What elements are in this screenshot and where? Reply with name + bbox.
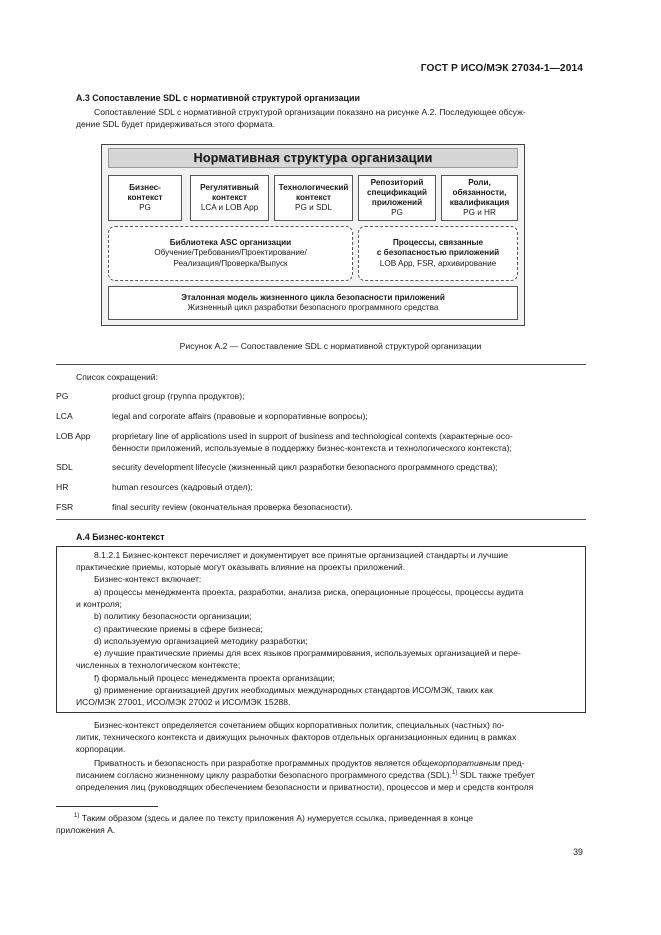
abbr-value-fsr: final security review (окончательная проверка безопасности). <box>112 502 353 512</box>
quote-item-g-line1: g) применение организацией других необходимых международных стандартов ИСО/МЭК, таких как <box>94 685 493 695</box>
figure-a2 <box>101 144 525 326</box>
model-title: Эталонная модель жизненного цикла безопасности приложений <box>181 292 445 302</box>
quote-item-a-line1: a) процессы менеджмента проекта, разработки, анализа риска, операционные процессы, процессы аудита <box>94 587 524 597</box>
a4-p2-text: Приватность и безопасность при разработке программных продуктов является <box>94 758 413 768</box>
quote-item-e-line1: e) лучшие практические приемы для всех языков программирования, используемых организацией и пере- <box>94 648 521 658</box>
quote-p1-line1: 8.1.2.1 Бизнес-контекст перечисляет и документирует все принятые организацией стандарты и лучшие <box>94 550 508 560</box>
box-title: Роли, <box>468 177 491 187</box>
a4-p2-text: SDL также требует <box>457 770 535 780</box>
abbr-key-lob-app: LOB App <box>56 431 91 441</box>
box-title: спецификаций <box>366 187 428 197</box>
quote-item-d: d) используемую организацией методику разработки; <box>94 636 308 646</box>
library-line2: Реализация/Проверка/Выпуск <box>173 258 288 268</box>
box-asc-library <box>108 226 353 281</box>
a4-p1-line3: корпорации. <box>76 744 126 754</box>
abbr-value-lob-app-line1: proprietary line of applications used in support of business and technological contexts (характерные осо- <box>112 431 513 441</box>
box-security-processes <box>358 226 518 281</box>
section-a3-paragraph-line1: Сопоставление SDL с нормативной структурой организации показано на рисунке А.2. Последующее обсуж- <box>94 107 526 117</box>
processes-title: с безопасностью приложений <box>376 248 500 258</box>
abbr-key-sdl: SDL <box>56 462 73 472</box>
divider-bottom <box>56 519 586 520</box>
abbr-value-lca: legal and corporate affairs (правовые и корпоративные вопросы); <box>112 411 368 421</box>
box-regulatory-context <box>190 175 269 221</box>
footnote-reference: 1) <box>452 770 458 777</box>
box-sub: PG <box>391 208 403 218</box>
abbr-value-hr: human resources (кадровый отдел); <box>112 482 253 492</box>
box-business-context <box>108 175 182 221</box>
box-title: контекст <box>295 192 332 202</box>
section-a3-title: А.3 Сопоставление SDL с нормативной структурой организации <box>76 93 360 103</box>
quote-item-a-line2: и контроля; <box>76 599 122 609</box>
footnote-mark: 1) <box>74 813 80 820</box>
footnote-line1 <box>56 813 584 825</box>
quote-item-e-line2: численных в технологическом контексте; <box>76 660 241 670</box>
footnote-text: Таким образом (здесь и далее по тексту приложения А) нумеруется ссылка, приведенная в конце <box>79 813 474 823</box>
figure-caption: Рисунок А.2 — Сопоставление SDL с нормативной структурой организации <box>179 341 482 351</box>
box-application-specifications-repository <box>358 175 436 221</box>
processes-sub: LOB App, FSR, архивирование <box>379 258 497 268</box>
a4-p2-line3: определения лиц (руководящих обеспечением безопасности и приватности), процессов и мер и средств контроля <box>76 782 534 792</box>
library-title: Библиотека ASC организации <box>169 238 292 248</box>
abbr-key-lca: LCA <box>56 411 73 421</box>
page-number: 39 <box>573 847 583 857</box>
figure-title: Нормативная структура организации <box>193 151 433 165</box>
box-sub: PG и SDL <box>295 203 332 213</box>
abbr-key-fsr: FSR <box>56 502 74 512</box>
box-title: Репозиторий <box>370 177 424 187</box>
box-title: контекст <box>211 192 248 202</box>
section-a4-title: А.4 Бизнес-контекст <box>76 532 165 542</box>
quote-item-g-line2: ИСО/МЭК 27001, ИСО/МЭК 27002 и ИСО/МЭК 15288. <box>76 697 291 707</box>
quote-item-b: b) политику безопасности организации; <box>94 611 252 621</box>
quote-p2: Бизнес-контекст включает: <box>94 574 202 584</box>
abbr-value-lob-app-line2: бенности приложений, используемые в поддержку бизнес-контекста и технологического контекста); <box>112 443 512 453</box>
box-sub: PG <box>139 203 151 213</box>
box-title: обязанности, <box>452 187 507 197</box>
document-header: ГОСТ Р ИСО/МЭК 27034-1—2014 <box>420 63 583 74</box>
box-technological-context <box>274 175 353 221</box>
section-a3-paragraph-line2: дение SDL будет придерживаться этого формата. <box>76 119 276 129</box>
quote-item-f: f) формальный процесс менеджмента проекта организации; <box>94 673 335 683</box>
abbr-value-pg: product group (группа продуктов); <box>112 391 245 401</box>
box-title: Регулятивный <box>200 182 259 192</box>
quote-item-c: c) практические приемы в сфере бизнеса; <box>94 624 263 634</box>
abbr-key-pg: PG <box>56 391 69 401</box>
abbr-value-sdl: security development lifecycle (жизненный цикл разработки безопасного программного средства); <box>112 462 498 472</box>
box-title: Бизнес- <box>129 182 161 192</box>
abbr-key-hr: HR <box>56 482 69 492</box>
a4-p2-line2 <box>76 770 584 782</box>
processes-title: Процессы, связанные <box>392 238 484 248</box>
box-sub: LCA и LOB App <box>200 203 259 213</box>
abbreviations-title: Список сокращений: <box>76 372 158 382</box>
box-roles-responsibilities <box>441 175 518 221</box>
a4-p2-emphasis: общекорпоративным <box>412 758 501 768</box>
box-title: контекст <box>127 192 163 202</box>
model-sub: Жизненный цикл разработки безопасного программного средства <box>187 303 439 312</box>
library-line1: Обучение/Требования/Проектирование/ <box>154 248 307 258</box>
box-sub: PG и HR <box>463 208 496 218</box>
box-title: приложений <box>371 198 423 207</box>
a4-p2-line1 <box>76 758 584 770</box>
quote-p1-line2: практические приемы, которые могут оказывать влияние на проекты приложений. <box>76 562 406 572</box>
footnote-line2: приложения А. <box>56 825 116 835</box>
a4-p1-line2: литик, технического контекста и движущих рыночных факторов отдельных организационных единиц в рамках <box>76 732 517 742</box>
a4-p2-text: писанием согласно жизненному циклу разработки безопасного программного средства (SDL). <box>76 770 453 780</box>
a4-p1-line1: Бизнес-контекст определяется сочетанием общих корпоративных политик, специальных (частных) по- <box>94 720 505 730</box>
box-title: Технологический <box>278 182 349 192</box>
divider-top <box>56 364 586 365</box>
a4-p2-text: пред- <box>500 758 525 768</box>
footnote-divider <box>56 806 158 807</box>
box-reference-model <box>108 286 518 320</box>
box-title: квалификация <box>449 198 510 207</box>
